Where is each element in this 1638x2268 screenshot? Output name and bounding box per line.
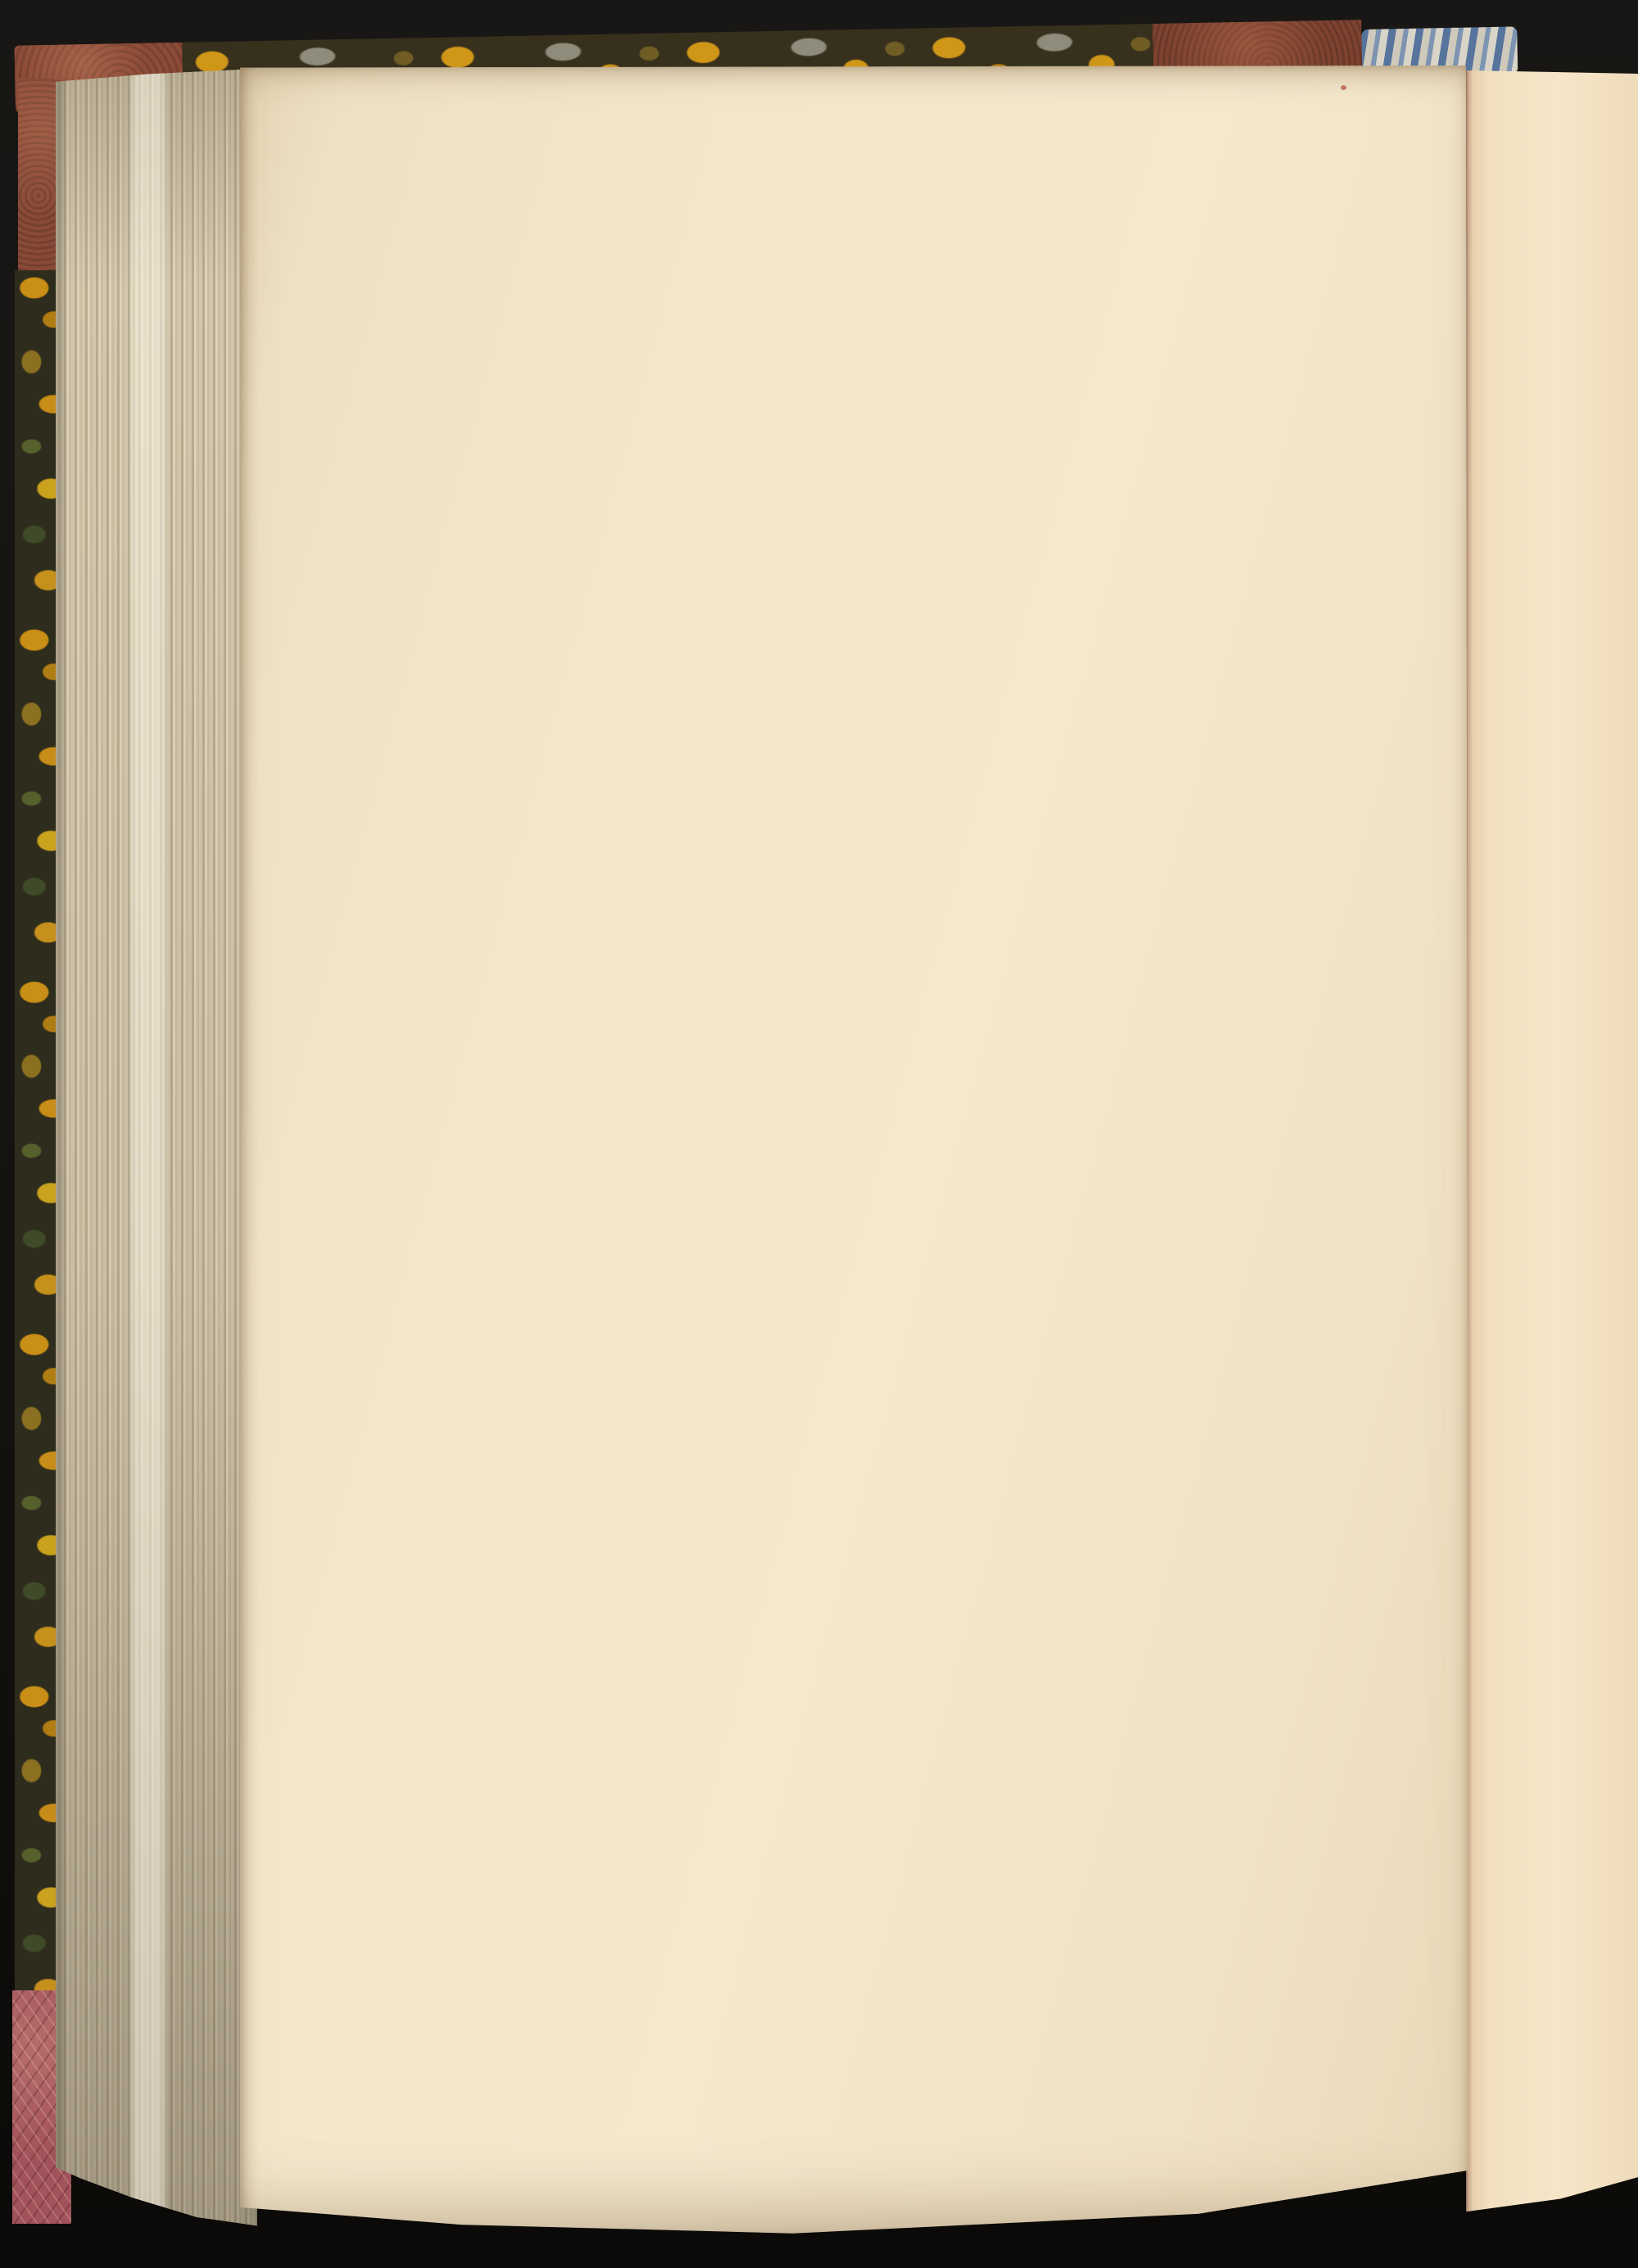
paper-speck: [1341, 85, 1346, 90]
next-page-edge: [1466, 70, 1638, 2225]
book-page: [240, 66, 1468, 2238]
page-stack-fore-edge: [56, 69, 257, 2241]
